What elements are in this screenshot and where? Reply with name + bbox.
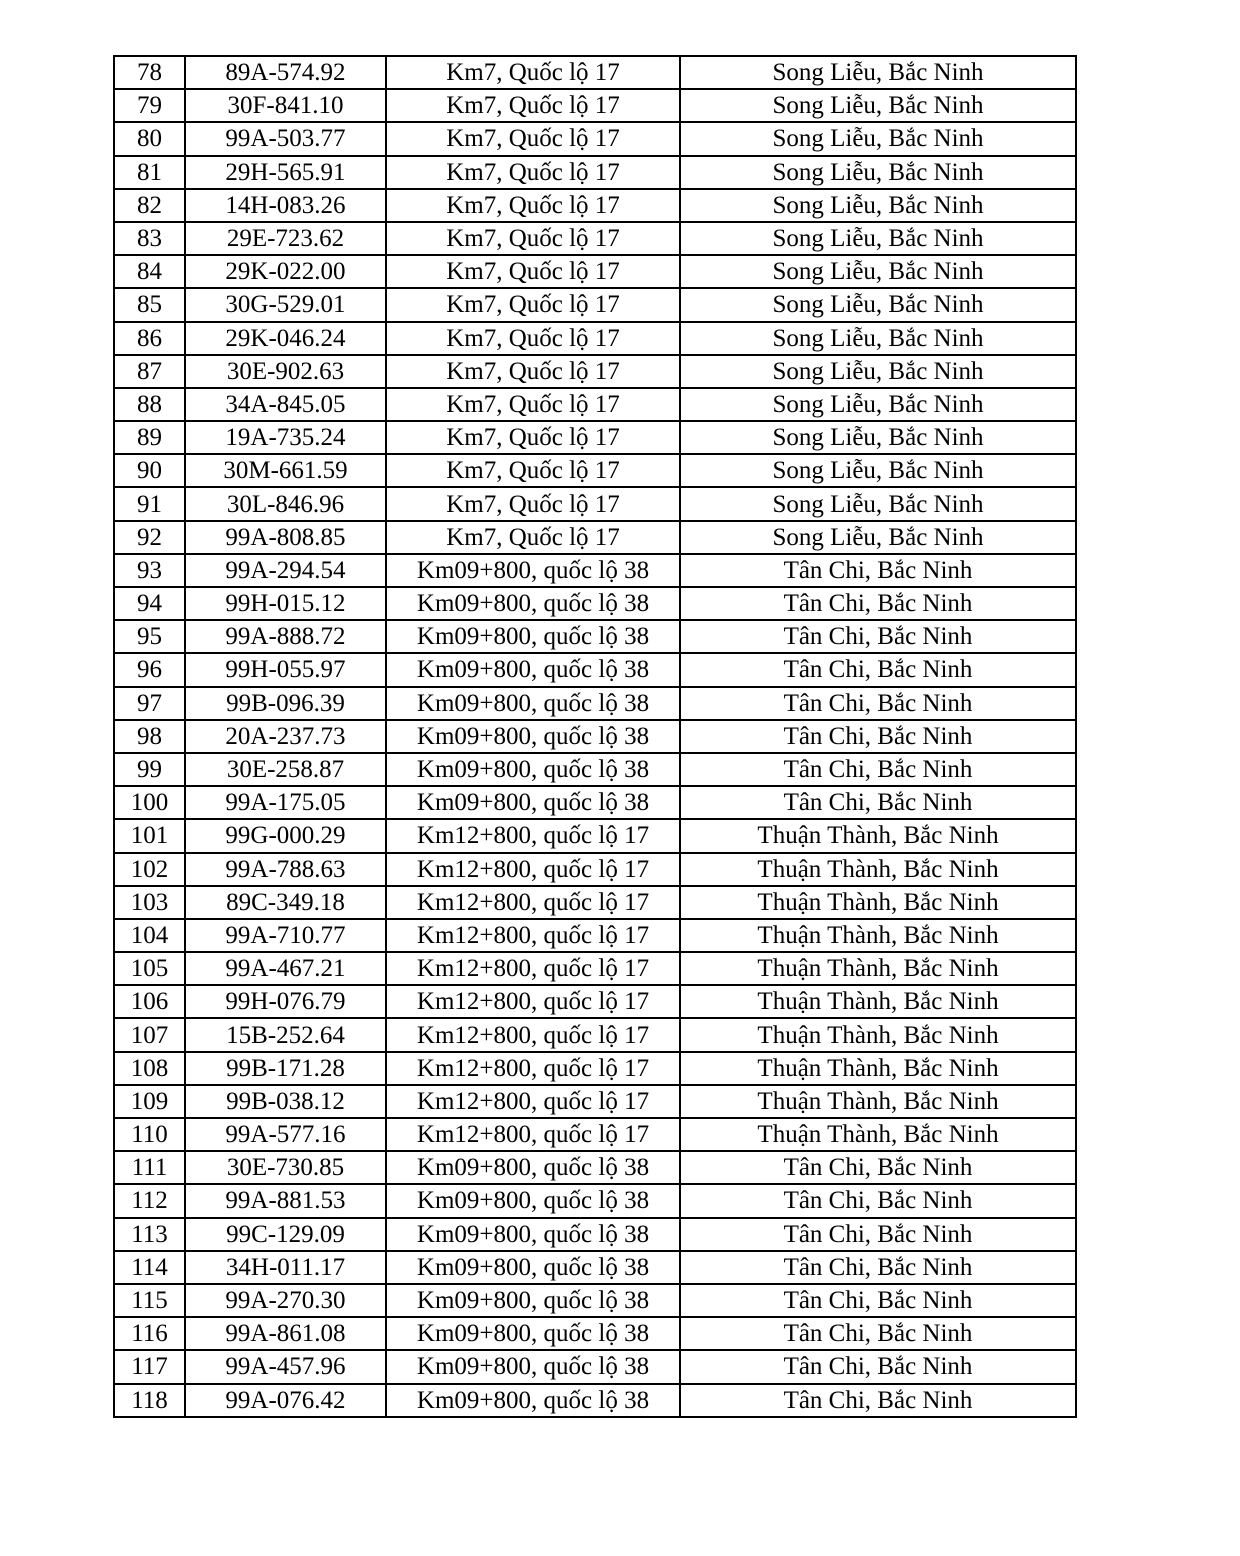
area-cell: Song Liễu, Bắc Ninh (680, 388, 1076, 421)
license-plate-cell: 99C-129.09 (185, 1218, 386, 1251)
table-row (114, 89, 1076, 122)
location-cell: Km12+800, quốc lộ 17 (386, 1052, 680, 1085)
row-number-cell: 107 (114, 1018, 185, 1051)
table-row (114, 454, 1076, 487)
area-cell: Tân Chi, Bắc Ninh (680, 687, 1076, 720)
table-row (114, 156, 1076, 189)
location-cell: Km7, Quốc lộ 17 (386, 421, 680, 454)
row-number-cell: 88 (114, 388, 185, 421)
row-number-cell: 85 (114, 288, 185, 321)
license-plate-cell: 99A-861.08 (185, 1317, 386, 1350)
location-cell: Km12+800, quốc lộ 17 (386, 919, 680, 952)
area-cell: Song Liễu, Bắc Ninh (680, 288, 1076, 321)
row-number-cell: 81 (114, 156, 185, 189)
location-cell: Km7, Quốc lộ 17 (386, 322, 680, 355)
row-number-cell: 102 (114, 853, 185, 886)
row-number-cell: 87 (114, 355, 185, 388)
row-number-cell: 91 (114, 487, 185, 520)
table-row (114, 886, 1076, 919)
location-cell: Km7, Quốc lộ 17 (386, 487, 680, 520)
area-cell: Tân Chi, Bắc Ninh (680, 653, 1076, 686)
table-row (114, 1052, 1076, 1085)
row-number-cell: 94 (114, 587, 185, 620)
table-row (114, 322, 1076, 355)
area-cell: Thuận Thành, Bắc Ninh (680, 886, 1076, 919)
area-cell: Song Liễu, Bắc Ninh (680, 89, 1076, 122)
table-row (114, 919, 1076, 952)
location-cell: Km09+800, quốc lộ 38 (386, 554, 680, 587)
area-cell: Tân Chi, Bắc Ninh (680, 753, 1076, 786)
area-cell: Song Liễu, Bắc Ninh (680, 255, 1076, 288)
table-row (114, 122, 1076, 155)
table-row (114, 487, 1076, 520)
license-plate-cell: 99A-467.21 (185, 952, 386, 985)
row-number-cell: 112 (114, 1184, 185, 1217)
license-plate-cell: 30E-258.87 (185, 753, 386, 786)
area-cell: Tân Chi, Bắc Ninh (680, 1151, 1076, 1184)
location-cell: Km7, Quốc lộ 17 (386, 454, 680, 487)
table-row (114, 620, 1076, 653)
license-plate-cell: 14H-083.26 (185, 189, 386, 222)
area-cell: Thuận Thành, Bắc Ninh (680, 853, 1076, 886)
license-plate-cell: 89A-574.92 (185, 56, 386, 89)
license-plate-cell: 99B-096.39 (185, 687, 386, 720)
location-cell: Km09+800, quốc lộ 38 (386, 1251, 680, 1284)
area-cell: Song Liễu, Bắc Ninh (680, 189, 1076, 222)
row-number-cell: 82 (114, 189, 185, 222)
row-number-cell: 104 (114, 919, 185, 952)
row-number-cell: 95 (114, 620, 185, 653)
license-plate-cell: 99A-710.77 (185, 919, 386, 952)
table-row (114, 355, 1076, 388)
table-row (114, 687, 1076, 720)
license-plate-cell: 99A-577.16 (185, 1118, 386, 1151)
area-cell: Tân Chi, Bắc Ninh (680, 554, 1076, 587)
area-cell: Thuận Thành, Bắc Ninh (680, 919, 1076, 952)
area-cell: Tân Chi, Bắc Ninh (680, 1184, 1076, 1217)
license-plate-cell: 30L-846.96 (185, 487, 386, 520)
location-cell: Km7, Quốc lộ 17 (386, 288, 680, 321)
table-row (114, 421, 1076, 454)
area-cell: Song Liễu, Bắc Ninh (680, 454, 1076, 487)
row-number-cell: 108 (114, 1052, 185, 1085)
row-number-cell: 89 (114, 421, 185, 454)
table-row (114, 819, 1076, 852)
row-number-cell: 118 (114, 1384, 185, 1417)
license-plate-cell: 30F-841.10 (185, 89, 386, 122)
row-number-cell: 84 (114, 255, 185, 288)
location-cell: Km7, Quốc lộ 17 (386, 521, 680, 554)
license-plate-cell: 20A-237.73 (185, 720, 386, 753)
violation-table (113, 55, 1077, 1418)
row-number-cell: 103 (114, 886, 185, 919)
license-plate-cell: 15B-252.64 (185, 1018, 386, 1051)
area-cell: Thuận Thành, Bắc Ninh (680, 985, 1076, 1018)
row-number-cell: 100 (114, 786, 185, 819)
license-plate-cell: 99A-294.54 (185, 554, 386, 587)
table-row (114, 1251, 1076, 1284)
table-row (114, 388, 1076, 421)
license-plate-cell: 29K-022.00 (185, 255, 386, 288)
location-cell: Km09+800, quốc lộ 38 (386, 687, 680, 720)
location-cell: Km09+800, quốc lộ 38 (386, 653, 680, 686)
row-number-cell: 109 (114, 1085, 185, 1118)
license-plate-cell: 19A-735.24 (185, 421, 386, 454)
table-row (114, 1085, 1076, 1118)
row-number-cell: 96 (114, 653, 185, 686)
location-cell: Km12+800, quốc lộ 17 (386, 853, 680, 886)
row-number-cell: 114 (114, 1251, 185, 1284)
table-row (114, 720, 1076, 753)
row-number-cell: 90 (114, 454, 185, 487)
area-cell: Thuận Thành, Bắc Ninh (680, 1085, 1076, 1118)
area-cell: Tân Chi, Bắc Ninh (680, 1218, 1076, 1251)
location-cell: Km12+800, quốc lộ 17 (386, 1085, 680, 1118)
row-number-cell: 97 (114, 687, 185, 720)
location-cell: Km09+800, quốc lộ 38 (386, 1151, 680, 1184)
area-cell: Tân Chi, Bắc Ninh (680, 587, 1076, 620)
row-number-cell: 93 (114, 554, 185, 587)
location-cell: Km09+800, quốc lộ 38 (386, 1350, 680, 1383)
location-cell: Km09+800, quốc lộ 38 (386, 1184, 680, 1217)
row-number-cell: 110 (114, 1118, 185, 1151)
row-number-cell: 117 (114, 1350, 185, 1383)
location-cell: Km7, Quốc lộ 17 (386, 255, 680, 288)
license-plate-cell: 30G-529.01 (185, 288, 386, 321)
license-plate-cell: 99A-076.42 (185, 1384, 386, 1417)
license-plate-cell: 30M-661.59 (185, 454, 386, 487)
area-cell: Tân Chi, Bắc Ninh (680, 720, 1076, 753)
row-number-cell: 116 (114, 1317, 185, 1350)
license-plate-cell: 99H-055.97 (185, 653, 386, 686)
license-plate-cell: 29K-046.24 (185, 322, 386, 355)
location-cell: Km7, Quốc lộ 17 (386, 355, 680, 388)
table-row (114, 288, 1076, 321)
location-cell: Km12+800, quốc lộ 17 (386, 819, 680, 852)
table-row (114, 753, 1076, 786)
table-row (114, 1118, 1076, 1151)
location-cell: Km09+800, quốc lộ 38 (386, 786, 680, 819)
area-cell: Tân Chi, Bắc Ninh (680, 1384, 1076, 1417)
table-row (114, 554, 1076, 587)
row-number-cell: 80 (114, 122, 185, 155)
area-cell: Song Liễu, Bắc Ninh (680, 322, 1076, 355)
table-row (114, 521, 1076, 554)
row-number-cell: 83 (114, 222, 185, 255)
license-plate-cell: 99B-171.28 (185, 1052, 386, 1085)
table-row (114, 952, 1076, 985)
table-row (114, 587, 1076, 620)
license-plate-cell: 34A-845.05 (185, 388, 386, 421)
area-cell: Song Liễu, Bắc Ninh (680, 487, 1076, 520)
location-cell: Km7, Quốc lộ 17 (386, 156, 680, 189)
location-cell: Km12+800, quốc lộ 17 (386, 1018, 680, 1051)
area-cell: Thuận Thành, Bắc Ninh (680, 1118, 1076, 1151)
license-plate-cell: 99H-076.79 (185, 985, 386, 1018)
location-cell: Km7, Quốc lộ 17 (386, 89, 680, 122)
table-row (114, 1184, 1076, 1217)
location-cell: Km12+800, quốc lộ 17 (386, 952, 680, 985)
location-cell: Km09+800, quốc lộ 38 (386, 1384, 680, 1417)
table-row (114, 1018, 1076, 1051)
table-row (114, 853, 1076, 886)
license-plate-cell: 99A-503.77 (185, 122, 386, 155)
location-cell: Km7, Quốc lộ 17 (386, 122, 680, 155)
row-number-cell: 92 (114, 521, 185, 554)
license-plate-cell: 99A-808.85 (185, 521, 386, 554)
table-row (114, 255, 1076, 288)
area-cell: Tân Chi, Bắc Ninh (680, 1350, 1076, 1383)
license-plate-cell: 99B-038.12 (185, 1085, 386, 1118)
area-cell: Thuận Thành, Bắc Ninh (680, 819, 1076, 852)
location-cell: Km09+800, quốc lộ 38 (386, 620, 680, 653)
row-number-cell: 98 (114, 720, 185, 753)
area-cell: Tân Chi, Bắc Ninh (680, 1284, 1076, 1317)
table-body (114, 56, 1076, 1417)
area-cell: Song Liễu, Bắc Ninh (680, 355, 1076, 388)
license-plate-cell: 30E-730.85 (185, 1151, 386, 1184)
location-cell: Km7, Quốc lộ 17 (386, 56, 680, 89)
location-cell: Km09+800, quốc lộ 38 (386, 1317, 680, 1350)
location-cell: Km7, Quốc lộ 17 (386, 189, 680, 222)
table-row (114, 1218, 1076, 1251)
license-plate-cell: 99A-175.05 (185, 786, 386, 819)
area-cell: Song Liễu, Bắc Ninh (680, 122, 1076, 155)
row-number-cell: 78 (114, 56, 185, 89)
license-plate-cell: 89C-349.18 (185, 886, 386, 919)
area-cell: Thuận Thành, Bắc Ninh (680, 1052, 1076, 1085)
location-cell: Km12+800, quốc lộ 17 (386, 1118, 680, 1151)
license-plate-cell: 99H-015.12 (185, 587, 386, 620)
table-row (114, 1384, 1076, 1417)
table-row (114, 189, 1076, 222)
location-cell: Km09+800, quốc lộ 38 (386, 1284, 680, 1317)
location-cell: Km09+800, quốc lộ 38 (386, 1218, 680, 1251)
table-row (114, 786, 1076, 819)
area-cell: Tân Chi, Bắc Ninh (680, 1251, 1076, 1284)
license-plate-cell: 34H-011.17 (185, 1251, 386, 1284)
license-plate-cell: 29E-723.62 (185, 222, 386, 255)
area-cell: Tân Chi, Bắc Ninh (680, 1317, 1076, 1350)
area-cell: Song Liễu, Bắc Ninh (680, 156, 1076, 189)
location-cell: Km09+800, quốc lộ 38 (386, 753, 680, 786)
table-row (114, 1284, 1076, 1317)
row-number-cell: 111 (114, 1151, 185, 1184)
row-number-cell: 79 (114, 89, 185, 122)
location-cell: Km7, Quốc lộ 17 (386, 222, 680, 255)
license-plate-cell: 99A-888.72 (185, 620, 386, 653)
license-plate-cell: 99A-788.63 (185, 853, 386, 886)
area-cell: Song Liễu, Bắc Ninh (680, 56, 1076, 89)
table-row (114, 653, 1076, 686)
row-number-cell: 115 (114, 1284, 185, 1317)
row-number-cell: 106 (114, 985, 185, 1018)
row-number-cell: 86 (114, 322, 185, 355)
license-plate-cell: 30E-902.63 (185, 355, 386, 388)
row-number-cell: 105 (114, 952, 185, 985)
location-cell: Km09+800, quốc lộ 38 (386, 720, 680, 753)
license-plate-cell: 99A-457.96 (185, 1350, 386, 1383)
row-number-cell: 99 (114, 753, 185, 786)
area-cell: Tân Chi, Bắc Ninh (680, 786, 1076, 819)
table-row (114, 56, 1076, 89)
area-cell: Thuận Thành, Bắc Ninh (680, 952, 1076, 985)
table-row (114, 985, 1076, 1018)
table-row (114, 1317, 1076, 1350)
table-row (114, 1350, 1076, 1383)
location-cell: Km12+800, quốc lộ 17 (386, 985, 680, 1018)
area-cell: Song Liễu, Bắc Ninh (680, 222, 1076, 255)
license-plate-cell: 29H-565.91 (185, 156, 386, 189)
location-cell: Km09+800, quốc lộ 38 (386, 587, 680, 620)
area-cell: Song Liễu, Bắc Ninh (680, 421, 1076, 454)
row-number-cell: 113 (114, 1218, 185, 1251)
area-cell: Tân Chi, Bắc Ninh (680, 620, 1076, 653)
area-cell: Song Liễu, Bắc Ninh (680, 521, 1076, 554)
area-cell: Thuận Thành, Bắc Ninh (680, 1018, 1076, 1051)
license-plate-cell: 99A-881.53 (185, 1184, 386, 1217)
license-plate-cell: 99G-000.29 (185, 819, 386, 852)
table-row (114, 1151, 1076, 1184)
location-cell: Km12+800, quốc lộ 17 (386, 886, 680, 919)
row-number-cell: 101 (114, 819, 185, 852)
license-plate-cell: 99A-270.30 (185, 1284, 386, 1317)
table-row (114, 222, 1076, 255)
location-cell: Km7, Quốc lộ 17 (386, 388, 680, 421)
